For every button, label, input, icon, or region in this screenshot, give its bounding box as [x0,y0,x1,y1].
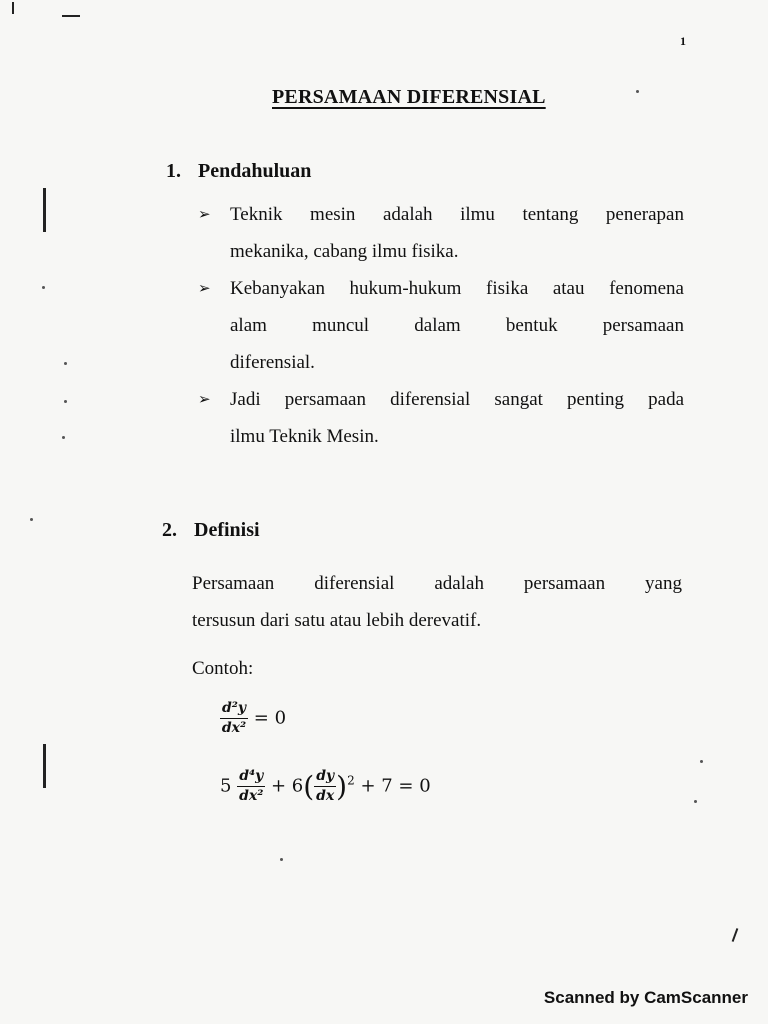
scan-artifact-dot [636,90,639,93]
bullet-line: Kebanyakan hukum-hukum fisika atau fenomena [230,278,684,299]
fraction-numerator: d⁴y [237,768,265,787]
equation-rest: + 7 = 0 [360,775,431,797]
paragraph-line: Persamaan diferensial adalah persamaan yang [192,573,682,594]
paragraph-line: tersusun dari satu atau lebih derevatif. [192,610,482,631]
scan-artifact-dot [694,800,697,803]
bullet-line: Teknik mesin adalah ilmu tentang penerapan [230,204,684,225]
bullet-item [198,196,688,270]
scan-artifact-mark [43,188,46,232]
bullet-item [198,270,688,381]
equation-1 [220,700,286,737]
right-paren: ) [336,770,348,803]
scan-artifact-mark [43,744,46,788]
equation-rest: = 0 [253,707,287,729]
fraction [237,768,265,805]
bullet-line: alam muncul dalam bentuk persamaan [230,315,684,336]
scan-artifact-dot [64,400,67,403]
bullet-line: ilmu Teknik Mesin. [230,426,379,447]
page-number: 1 [680,34,686,48]
scan-artifact-dot [280,858,283,861]
fraction-numerator: dy [314,768,336,787]
section-number: 2. [162,519,177,541]
section-heading-pendahuluan [166,160,311,183]
scan-artifact-dot [62,436,65,439]
section-number: 1. [166,160,181,182]
section-heading-definisi [162,519,260,542]
arrow-bullet-icon: ➢ [198,279,211,297]
equation-coefficient: 5 [220,775,232,797]
section-title: Definisi [194,519,260,541]
equation-plus-term: + 6 [270,775,304,797]
arrow-bullet-icon: ➢ [198,205,211,223]
scanner-watermark: Scanned by CamScanner [543,988,748,1007]
example-label: Contoh: [192,658,254,679]
scan-artifact-mark [12,2,14,14]
scan-artifact-dot [64,362,67,365]
scan-artifact-dot [700,760,703,763]
bullet-line: diferensial. [230,352,315,373]
fraction-denominator: dx [316,788,335,804]
bullet-line: mekanika, cabang ilmu fisika. [230,241,459,262]
fraction-numerator: d²y [220,700,248,719]
definition-paragraph [192,565,682,639]
scan-artifact-dot [30,518,33,521]
left-paren: ( [303,770,315,803]
fraction-denominator: dx² [221,720,247,736]
scan-artifact-mark [62,15,80,17]
scan-artifact-mark [732,928,739,942]
fraction [220,700,248,737]
section-title: Pendahuluan [198,160,312,182]
document-title: PERSAMAAN DIFERENSIAL [272,86,546,108]
equation-2 [220,768,431,805]
bullet-item [198,381,688,455]
exponent: 2 [347,773,355,788]
fraction-denominator: dx² [239,788,264,804]
arrow-bullet-icon: ➢ [198,390,211,408]
scan-artifact-dot [42,286,45,289]
fraction [314,768,336,805]
bullet-line: Jadi persamaan diferensial sangat penting pada [230,389,684,410]
